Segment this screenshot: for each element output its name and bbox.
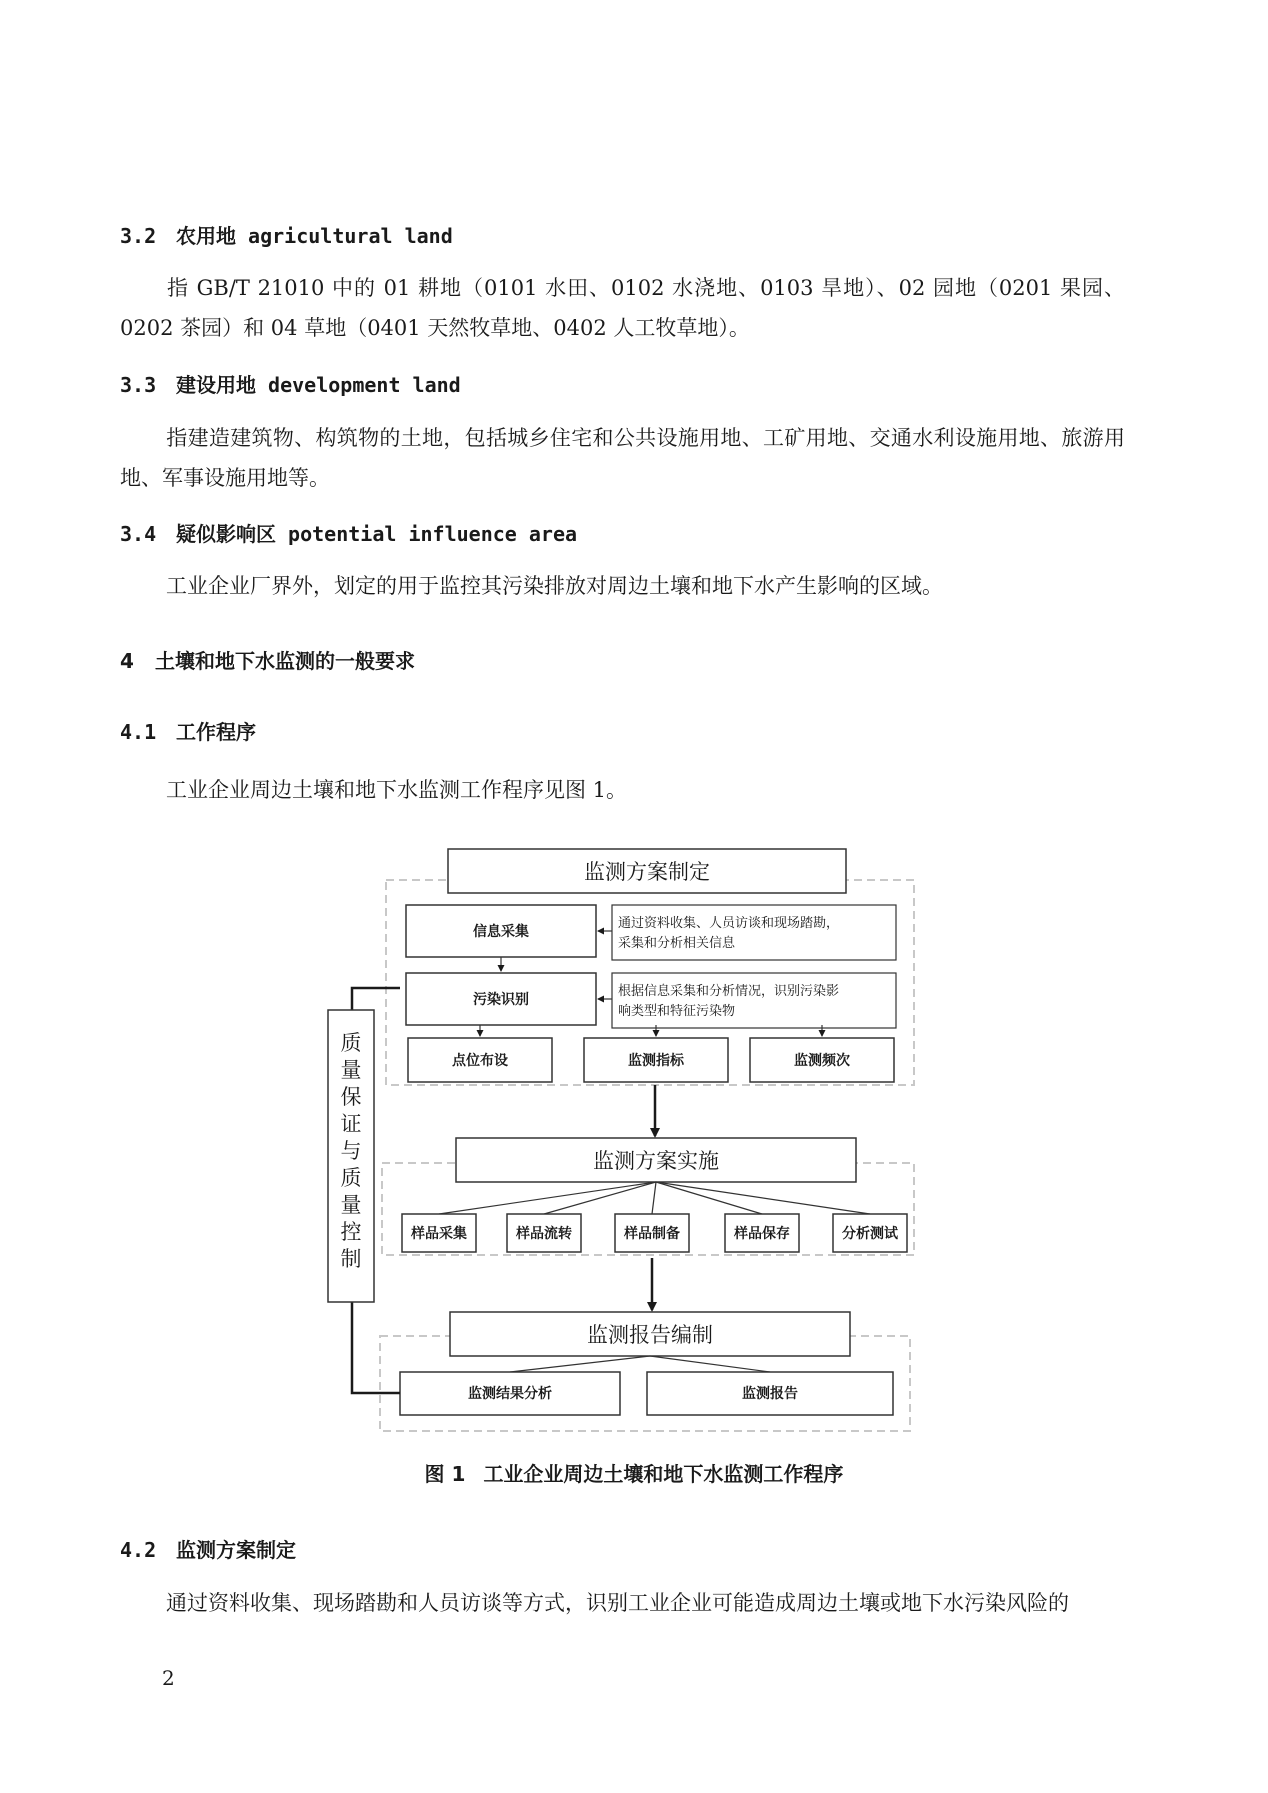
paragraph-agricultural-land: 指 GB/T 21010 中的 01 耕地（0101 水田、0102 水浇地、0103 旱地）、02 园地（0201 果园、0202 茶园）和 04 草地（0401 天然牧草地、0402 人工牧草地）。 — [120, 276, 1125, 340]
info-note-line-1: 通过资料收集、人员访谈和现场踏勘， — [618, 916, 840, 931]
qa-qc-char: 量 — [340, 1058, 362, 1082]
section-title: 农用地 agricultural land — [176, 224, 453, 248]
section-title: 疑似影响区 potential influence area — [176, 522, 578, 546]
section-number: 3.3 — [120, 373, 157, 397]
section-title: 监测方案制定 — [176, 1538, 296, 1562]
output-frequency: 监测频次 — [794, 1053, 850, 1069]
output-indicators: 监测指标 — [628, 1053, 684, 1069]
figure-label: 图 1 — [424, 1462, 466, 1486]
qa-qc-char: 质 — [340, 1031, 362, 1055]
step-monitoring-report: 监测报告 — [742, 1386, 798, 1402]
step-result-analysis: 监测结果分析 — [468, 1386, 552, 1402]
qa-qc-char: 保 — [340, 1085, 362, 1109]
section-title: 土壤和地下水监测的一般要求 — [155, 649, 415, 673]
step-analysis-testing: 分析测试 — [842, 1226, 898, 1242]
page-number: 2 — [162, 1666, 175, 1690]
stage3-title: 监测报告编制 — [587, 1323, 713, 1347]
figure-caption — [0, 1458, 1268, 1487]
stage2-title: 监测方案实施 — [593, 1149, 719, 1173]
step-sample-preparation: 样品制备 — [624, 1226, 680, 1242]
qa-qc-char: 量 — [340, 1193, 362, 1217]
section-heading-4-2 — [120, 1536, 296, 1564]
pollution-note-line-1: 根据信息采集和分析情况，识别污染影 — [618, 984, 840, 999]
qa-qc-char: 质 — [340, 1166, 362, 1190]
stage1-title: 监测方案制定 — [584, 860, 710, 884]
output-point-layout: 点位布设 — [452, 1053, 508, 1069]
section-number: 3.4 — [120, 522, 157, 546]
paragraph-influence-area: 工业企业厂界外，划定的用于监控其污染排放对周边土壤和地下水产生影响的区域。 — [166, 574, 943, 598]
qa-qc-char: 证 — [340, 1112, 362, 1136]
stage2-fan-lines — [439, 1182, 870, 1214]
qa-qc-char: 与 — [340, 1139, 362, 1163]
pollution-note-line-2: 响类型和特征污染物 — [618, 1004, 736, 1019]
info-collection-label: 信息采集 — [473, 924, 529, 940]
paragraph-plan-formulation: 通过资料收集、现场踏勘和人员访谈等方式，识别工业企业可能造成周边土壤或地下水污染风险的 — [166, 1591, 1069, 1615]
section-number: 4.1 — [120, 720, 157, 744]
section-number: 4.2 — [120, 1538, 157, 1562]
pollution-id-label: 污染识别 — [473, 992, 529, 1008]
qa-qc-char: 控 — [340, 1220, 362, 1244]
step-sample-collection: 样品采集 — [411, 1226, 467, 1242]
figure-title: 工业企业周边土壤和地下水监测工作程序 — [483, 1462, 844, 1486]
step-sample-transfer: 样品流转 — [516, 1226, 572, 1242]
section-number: 3.2 — [120, 224, 157, 248]
step-sample-storage: 样品保存 — [734, 1226, 790, 1242]
section-title: 建设用地 development land — [176, 373, 461, 397]
qa-qc-char: 制 — [340, 1247, 362, 1271]
info-note-line-2: 采集和分析相关信息 — [618, 936, 736, 951]
paragraph-work-procedure: 工业企业周边土壤和地下水监测工作程序见图 1。 — [166, 778, 628, 802]
section-title: 工作程序 — [176, 720, 256, 744]
paragraph-development-land: 指建造建筑物、构筑物的土地，包括城乡住宅和公共设施用地、工矿用地、交通水利设施用地、旅游用地、军事设施用地等。 — [120, 426, 1125, 490]
section-number: 4 — [120, 649, 134, 673]
pollution-note-box — [612, 973, 896, 1028]
stage3-fan-lines — [510, 1356, 770, 1372]
info-note-box — [612, 905, 896, 960]
